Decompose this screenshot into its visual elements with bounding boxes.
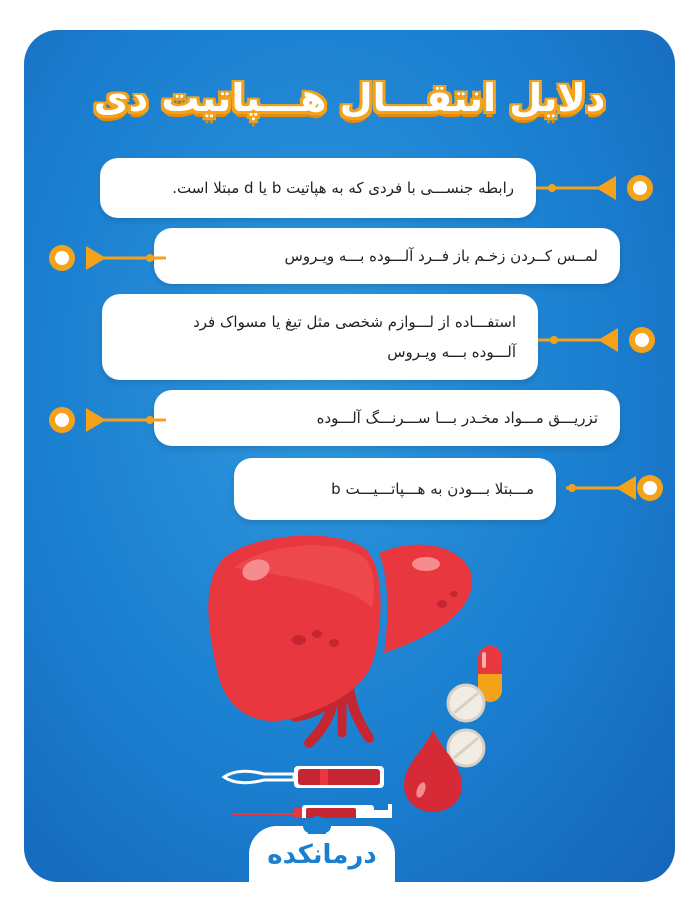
logo bbox=[249, 826, 395, 882]
item-text: رابطه جنســـی با فردی که به هپاتیت b یا d مبتلا است. bbox=[172, 179, 514, 197]
item-text-line2: آلـــوده بـــه ویـروس bbox=[387, 343, 516, 361]
list-item bbox=[234, 458, 556, 520]
list-item bbox=[102, 294, 538, 380]
list-item bbox=[100, 158, 536, 218]
illustration bbox=[184, 528, 504, 818]
list-item bbox=[154, 228, 620, 284]
title-wrap bbox=[24, 76, 675, 120]
pill-tablet-icon bbox=[448, 685, 484, 721]
pill-tablet-icon bbox=[448, 730, 484, 766]
infographic-card bbox=[24, 30, 675, 882]
chef-hat-icon bbox=[301, 816, 333, 836]
blood-vial-icon bbox=[224, 766, 384, 788]
connector-node-icon bbox=[536, 172, 656, 200]
item-text: لمــس کــردن زخـم باز فــرد آلـــوده بـــه ویـروس bbox=[284, 247, 598, 265]
page-title: دلایل انتقـــال هـــپاتیت دی bbox=[93, 76, 606, 120]
item-text-line1: استفـــاده از لـــوازم شخصی مثل تیغ یا مسواک فرد bbox=[193, 313, 516, 331]
list-item bbox=[154, 390, 620, 446]
connector-node-icon bbox=[46, 404, 166, 432]
item-text: تزریـــق مـــواد مخـدر بـــا ســـرنـــگ آلـــوده bbox=[316, 409, 598, 427]
logo-text: درمانکده bbox=[267, 840, 377, 870]
item-text: مـــبتلا بـــودن به هـــپاتـــیـــت b bbox=[331, 480, 534, 498]
connector-node-icon bbox=[538, 324, 658, 352]
connector-node-icon bbox=[46, 242, 166, 270]
liver-icon bbox=[208, 536, 472, 743]
connector-node-icon bbox=[556, 472, 666, 500]
